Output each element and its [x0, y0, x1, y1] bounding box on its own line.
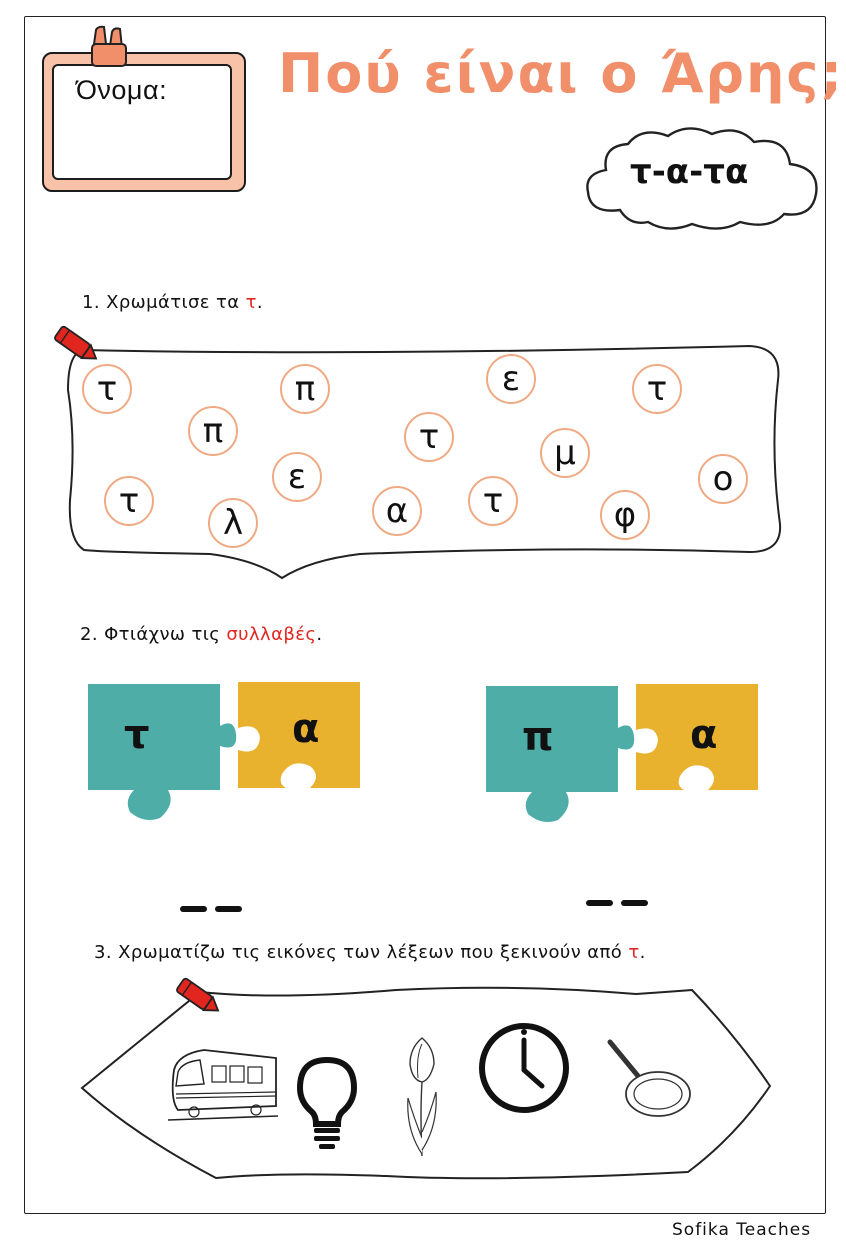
- punctuation: .: [639, 942, 646, 963]
- puzzle-letter-right: α: [292, 706, 320, 752]
- puzzle-letter-left: τ: [124, 712, 150, 758]
- exercise-instruction: Χρωμάτισε τα: [106, 292, 240, 313]
- letter-circle[interactable]: λ: [208, 498, 258, 548]
- letter-circle[interactable]: π: [280, 364, 330, 414]
- letter-circle[interactable]: τ: [82, 364, 132, 414]
- letter-circle[interactable]: φ: [600, 490, 650, 540]
- exercise-number: 1.: [82, 292, 100, 313]
- syllable-pattern: τ-α-τα: [630, 152, 749, 192]
- answer-blank-2[interactable]: [586, 900, 648, 906]
- highlight-letter: τ: [245, 292, 257, 313]
- puzzle-piece-teal: [486, 686, 634, 822]
- punctuation: .: [316, 624, 323, 645]
- highlight-letter: τ: [628, 942, 640, 963]
- exercise-1-heading: [82, 292, 263, 313]
- name-label: Όνομα:: [76, 75, 168, 105]
- answer-blank-1[interactable]: [180, 906, 242, 912]
- puzzle-letter-right: α: [690, 712, 718, 758]
- exercise-number: 2.: [80, 624, 98, 645]
- letter-circle[interactable]: τ: [104, 476, 154, 526]
- lightbulb-icon[interactable]: [292, 1054, 362, 1152]
- exercise-2-heading: [80, 624, 322, 645]
- puzzle-letter-left: π: [522, 714, 554, 760]
- tulip-icon[interactable]: [400, 1034, 444, 1160]
- letter-circle[interactable]: ε: [272, 452, 322, 502]
- train-icon[interactable]: [164, 1040, 280, 1126]
- letter-circle[interactable]: μ: [540, 428, 590, 478]
- letter-circle[interactable]: τ: [632, 364, 682, 414]
- worksheet-title: Πού είναι ο Άρης;: [278, 42, 845, 105]
- letter-circle[interactable]: τ: [468, 476, 518, 526]
- exercise-number: 3.: [94, 942, 112, 963]
- crayon-icon: [170, 974, 224, 1020]
- letter-circle[interactable]: τ: [404, 412, 454, 462]
- exercise-3-heading: [94, 942, 646, 963]
- author-credit: Sofika Teaches: [672, 1220, 812, 1240]
- binder-clip-icon: [86, 24, 138, 76]
- letter-circle[interactable]: α: [372, 486, 422, 536]
- exercise-instruction: Χρωματίζω τις εικόνες των λέξεων που ξεκινούν από: [118, 942, 623, 963]
- letter-circle[interactable]: π: [188, 406, 238, 456]
- clock-icon[interactable]: [476, 1020, 572, 1116]
- letter-circle[interactable]: ο: [698, 454, 748, 504]
- punctuation: .: [256, 292, 264, 313]
- exercise-instruction: Φτιάχνω τις: [104, 624, 221, 645]
- frying-pan-icon[interactable]: [604, 1036, 696, 1122]
- highlight-word: συλλαβές: [226, 624, 317, 645]
- puzzle-piece-teal: [88, 684, 236, 820]
- letter-circle[interactable]: ε: [486, 354, 536, 404]
- crayon-icon: [48, 322, 102, 368]
